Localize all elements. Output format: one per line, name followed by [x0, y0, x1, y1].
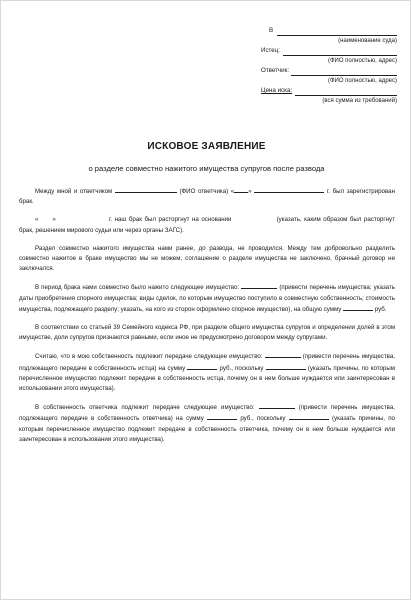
- paragraph-plaintiff-share: [19, 351, 395, 394]
- plaintiff-label: Истец:: [261, 47, 281, 54]
- plaintiff-row: [257, 48, 397, 58]
- p1-text-d: г. был: [326, 188, 345, 195]
- addressee-block: [257, 28, 397, 108]
- defendant-label: Ответчик:: [261, 67, 290, 74]
- court-line: [277, 35, 397, 36]
- p2-text-e: образом был расторгнут брак, решением мирового судьи или через органы ЗАГС).: [19, 216, 395, 234]
- p4-text-b: (привести перечень имущества; указать даты приобретения спорного имущества; виды сделок, по которым имущество поступило в совместную собственность; стоимость имущества, подлежащего разделу; указать, на кого из сторон оформлено спорное имущество), на общую: [19, 284, 395, 313]
- plaintiff-sum-blank: [187, 363, 217, 370]
- defendant-row: [257, 68, 397, 78]
- court-row: [257, 28, 397, 38]
- p7-text-b: (привести перечень имущества, подлежащего передаче в собственность ответчика) на сумму: [19, 404, 395, 423]
- date-blank: [254, 186, 324, 193]
- plaintiff-line: [283, 55, 397, 56]
- paragraph-law: В соответствии со статьей 39 Семейного кодекса РФ, при разделе общего имущества супругов и определении долей в этом имуществе, доли супругов признаются равными, если иное не предусмотрено договором между супругами.: [19, 324, 395, 342]
- paragraph-property: [19, 282, 395, 315]
- document-subtitle: о разделе совместно нажитого имущества супругов после развода: [88, 164, 325, 173]
- claim-price-row: [257, 88, 397, 98]
- p6-text-c: руб., поскольку: [219, 364, 264, 372]
- p6-text-a: Считаю, что в мою собственность подлежит передаче следующее имущество:: [35, 353, 263, 361]
- paragraph-divorce: [19, 215, 395, 235]
- defendant-name-blank: [115, 186, 177, 193]
- p7-text-d: (указать причины, по которым перечисленное имущество подлежит передаче в собственность ответчика, почему он в нем больше нуждается или заинтересован в использовании этого имущества).: [19, 415, 395, 443]
- defendant-sum-blank: [207, 413, 237, 420]
- defendant-line: [291, 75, 397, 76]
- document-body: [19, 186, 395, 453]
- p2-text-d: (указать, каким: [276, 216, 321, 224]
- p2-text-a: «: [35, 216, 39, 224]
- plaintiff-property-blank: [265, 351, 301, 358]
- p4-text-d: руб.: [374, 305, 387, 313]
- claim-price-line: [295, 95, 397, 96]
- day-blank: [234, 186, 248, 193]
- p7-text-c: руб., поскольку: [240, 415, 286, 423]
- court-hint: (наименование суда): [338, 38, 397, 44]
- p1-text-c: »: [248, 188, 252, 195]
- plaintiff-hint: (ФИО полностью, адрес): [327, 58, 397, 64]
- to-label: В: [269, 27, 274, 34]
- document-title: ИСКОВОЕ ЗАЯВЛЕНИЕ: [147, 141, 266, 152]
- defendant-reason-blank: [289, 413, 329, 420]
- p2-text-b: »: [52, 216, 56, 224]
- p2-text-c: г. наш брак был расторгнут на основании: [108, 216, 232, 224]
- p4-text-c: сумму: [323, 305, 342, 313]
- total-sum-blank: [343, 304, 373, 311]
- defendant-property-blank: [259, 402, 295, 409]
- claim-price-label: Цена иска:: [261, 87, 293, 94]
- claim-price-hint: (вся сумма из требований): [322, 98, 397, 104]
- property-blank: [241, 282, 277, 289]
- p1-text-b: (ФИО ответчика) «: [179, 188, 235, 195]
- paragraph-defendant-share: [19, 402, 395, 445]
- paragraph-no-division: Раздел совместно нажитого имущества нами ранее, до развода, не проводился. Между тем добровольно разделить совместно нажитое в браке имущество мы не можем, соглашение о разделе имущества не заключено, брачный договор не заключался.: [19, 244, 395, 273]
- p4-text-a: В период брака нами совместно было нажито следующее имущество:: [35, 284, 240, 292]
- p6-text-b: (привести перечень имущества, подлежащего передаче в собственность истца) на сумму: [19, 353, 395, 372]
- p7-text-a: В собственность ответчика подлежит передаче следующее имущество:: [35, 404, 255, 412]
- p1-text-e: зарегистрирован брак.: [19, 188, 395, 206]
- paragraph-marriage: [19, 186, 395, 207]
- p1-text-a: Между мной и ответчиком: [35, 188, 113, 195]
- defendant-hint: (ФИО полностью, адрес): [327, 78, 397, 84]
- plaintiff-reason-blank: [266, 363, 306, 370]
- p6-text-d: (указать причины, по которым перечисленное имущество подлежит передаче в собственность истца, почему он в нем больше нуждается или заинтересован в использовании этого имущества).: [19, 364, 395, 393]
